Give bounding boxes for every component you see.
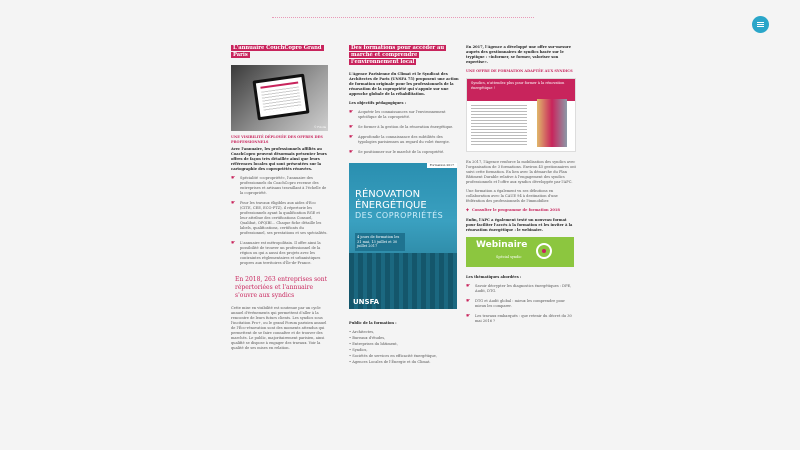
cover-dates: 4 jours de formation les 31 mai, 13 juillet et 30 juillet 2017: [355, 233, 405, 251]
section-title: L'annuaire CouchCopro Grand Paris: [233, 45, 322, 58]
list-item: ☛ DTG et Audit global : mieux les comprendre pour mieux les comparer.: [466, 298, 565, 308]
cover-subtitle: DES COPROPRIÉTÉS: [355, 211, 444, 220]
section-title: Des formations pour accéder au marché et comprendre l'environnement local: [351, 45, 445, 65]
public-title: Public de la formation :: [349, 321, 397, 325]
list-item: ☛ Se positionner sur le marché de la copropriété.: [349, 149, 445, 155]
paragraph: Enfin, l'APC a également testé un nouveau format pour faciliter l'accès à la formation et les inviter à la rénovation énergétique : le webinaire.: [466, 218, 573, 232]
plus-icon: ✚: [466, 208, 470, 212]
building-image: [537, 99, 567, 147]
list-item: ☛ Pour les travaux éligibles aux aides d'Eco (CITE, CEE, ECO-PTZ), il répertorie les professionnels ayant la qualification RGE et leur attribue des certifications Consuel, Qualibat, OPQIBI… Chaque fiche détaille les labels, qualifications, certificats du professionnel, ses prestations et ses spécialités.: [231, 200, 328, 235]
paragraph: Une formation a également vu ses débutions en collaboration avec la CAUE 94 à destination d'une fédération des professionnels de l'immobilier.: [466, 189, 558, 203]
list-item: ☛ Acquérir les connaissances sur l'environnement spécifique de la copropriété.: [349, 109, 446, 119]
highlight-quote: En 2018, 263 entreprises sont répertoriées et l'annuaire s'ouvre aux syndics: [235, 276, 328, 299]
list-item: • Syndics,: [349, 348, 459, 353]
hamburger-icon: [757, 24, 764, 25]
target-icon: [536, 243, 552, 259]
list-item: • Sociétés de services en efficacité énergétique,: [349, 354, 459, 359]
pointer-icon: ☛: [349, 134, 354, 140]
list-item: ☛ Approfondir la connaissance des subtilités des typologies parisiennes au regard du volet énergie.: [349, 134, 450, 144]
pointer-icon: ☛: [349, 109, 354, 115]
program-link[interactable]: ✚ Consulter le programme de formation 2018: [466, 208, 560, 212]
cover-year: Formation 2017: [427, 163, 457, 168]
webinar-title: Webinaire: [476, 240, 528, 250]
list-item: • Architectes,: [349, 330, 459, 335]
themes-title: Les thématiques abordées :: [466, 275, 522, 279]
subheading: UNE VISIBILITÉ DÉPLOYÉE DES OFFRES DES PROFESSIONNELS: [231, 135, 323, 144]
objectives-title: Les objectifs pédagogiques :: [349, 101, 407, 105]
list-item: ☛ Se former à la gestion de la rénovation énergétique.: [349, 124, 454, 130]
tablet-photo: [231, 65, 328, 131]
menu-button[interactable]: [752, 16, 769, 33]
pointer-icon: ☛: [231, 200, 236, 206]
list-item: ☛ Savoir décrypter les diagnostics énergétiques : DPE, Audit, DTG.: [466, 283, 572, 293]
pointer-icon: ☛: [349, 149, 354, 155]
list-item: • Agences Locales de l'Énergie et du Climat.: [349, 360, 459, 365]
pointer-icon: ☛: [231, 240, 236, 246]
intro-text: Avec l'annuaire, les professionnels affiliés au CoachCopro peuvent désormais présenter leurs offres de façon très détaillée ainsi que leurs références locales qui sont présentées sur la cartographie des copropriétés rénovées.: [231, 147, 327, 171]
public-list: [349, 330, 459, 365]
brochure-cover: [349, 163, 457, 309]
list-item: ☛ Les travaux embarqués : que retenir du décret du 30 mai 2016 ?: [466, 313, 572, 323]
unsfa-logo: UNSFA: [353, 298, 379, 306]
column-annuaire: [231, 45, 328, 355]
photo-credit: © Fotolia: [314, 126, 326, 129]
subheading: UNE OFFRE DE FORMATION ADAPTÉE AUX SYNDICS: [466, 69, 573, 73]
pointer-icon: ☛: [231, 175, 236, 181]
syndic-poster: [466, 78, 576, 152]
pointer-icon: ☛: [466, 283, 471, 289]
column-formations: [349, 45, 459, 366]
outro-text: Cette mise en visibilité est soutenue par un cycle annuel d'événements qui permettent d'aller à la rencontre de leurs futurs clients. Les syndics sous l'incitation Pro+, ou le grand Forum parisien annuel de l'Éco-rénovation sont des moments attendus qui permettent de se faire connaître et de trouver des marchés. Le public, majoritairement parisien, ainsi qualifié se dispose à engager des travaux. Voir la qualité de ses mises en relation.: [231, 306, 327, 350]
column-syndics: [466, 45, 576, 329]
intro-text: L'Agence Parisienne du Climat et le Syndicat des Architectes de Paris (UNSFA 75) proposent une action de formation originale pour les professionnels de la rénovation de la copropriété qui s'appuie sur une approche globale de la réhabilitation.: [349, 72, 459, 96]
pointer-icon: ☛: [466, 298, 471, 304]
webinar-sub: Spécial syndic: [496, 255, 522, 259]
list-item: • Bureaux d'études,: [349, 336, 459, 341]
paragraph: En 2017, l'Agence renforce la mobilisation des syndics avec l'organisation de 3 formations. Environ 45 gestionnaires ont suivi cette formation. En lien avec la démarche du Plan Bâtiment Durable relative à l'engagement des syndics professionnels et l'offre aux syndics développée par l'APC.: [466, 160, 576, 184]
list-item: ☛ L'annuaire est métropolitain. Il offre ainsi la possibilité de trouver un professionnel de la région ou qui a aussi des projets avec les contraintes réglementaires et urbanistiques propres aux territoires d'Île-de-France.: [231, 240, 321, 265]
pointer-icon: ☛: [349, 124, 354, 130]
list-item: ☛ Spécialité «copropriété», l'annuaire des professionnels du CoachCopro recense des entreprises et artisans travaillant à l'échelle de la copropriété.: [231, 175, 327, 195]
dotted-divider: [272, 17, 534, 18]
intro-text: En 2017, l'Agence a développé une offre sur-mesure auprès des gestionnaires de syndics basée sur le tryptique : «informer, se former, valoriser son expertise».: [466, 45, 572, 64]
poster-headline: Syndics, n'attendez plus pour former à la rénovation énergétique !: [467, 79, 575, 101]
webinar-banner: [466, 237, 574, 267]
cover-title: RÉNOVATION ÉNERGÉTIQUE: [355, 189, 427, 211]
list-item: • Entreprises du bâtiment,: [349, 342, 459, 347]
pointer-icon: ☛: [466, 313, 471, 319]
